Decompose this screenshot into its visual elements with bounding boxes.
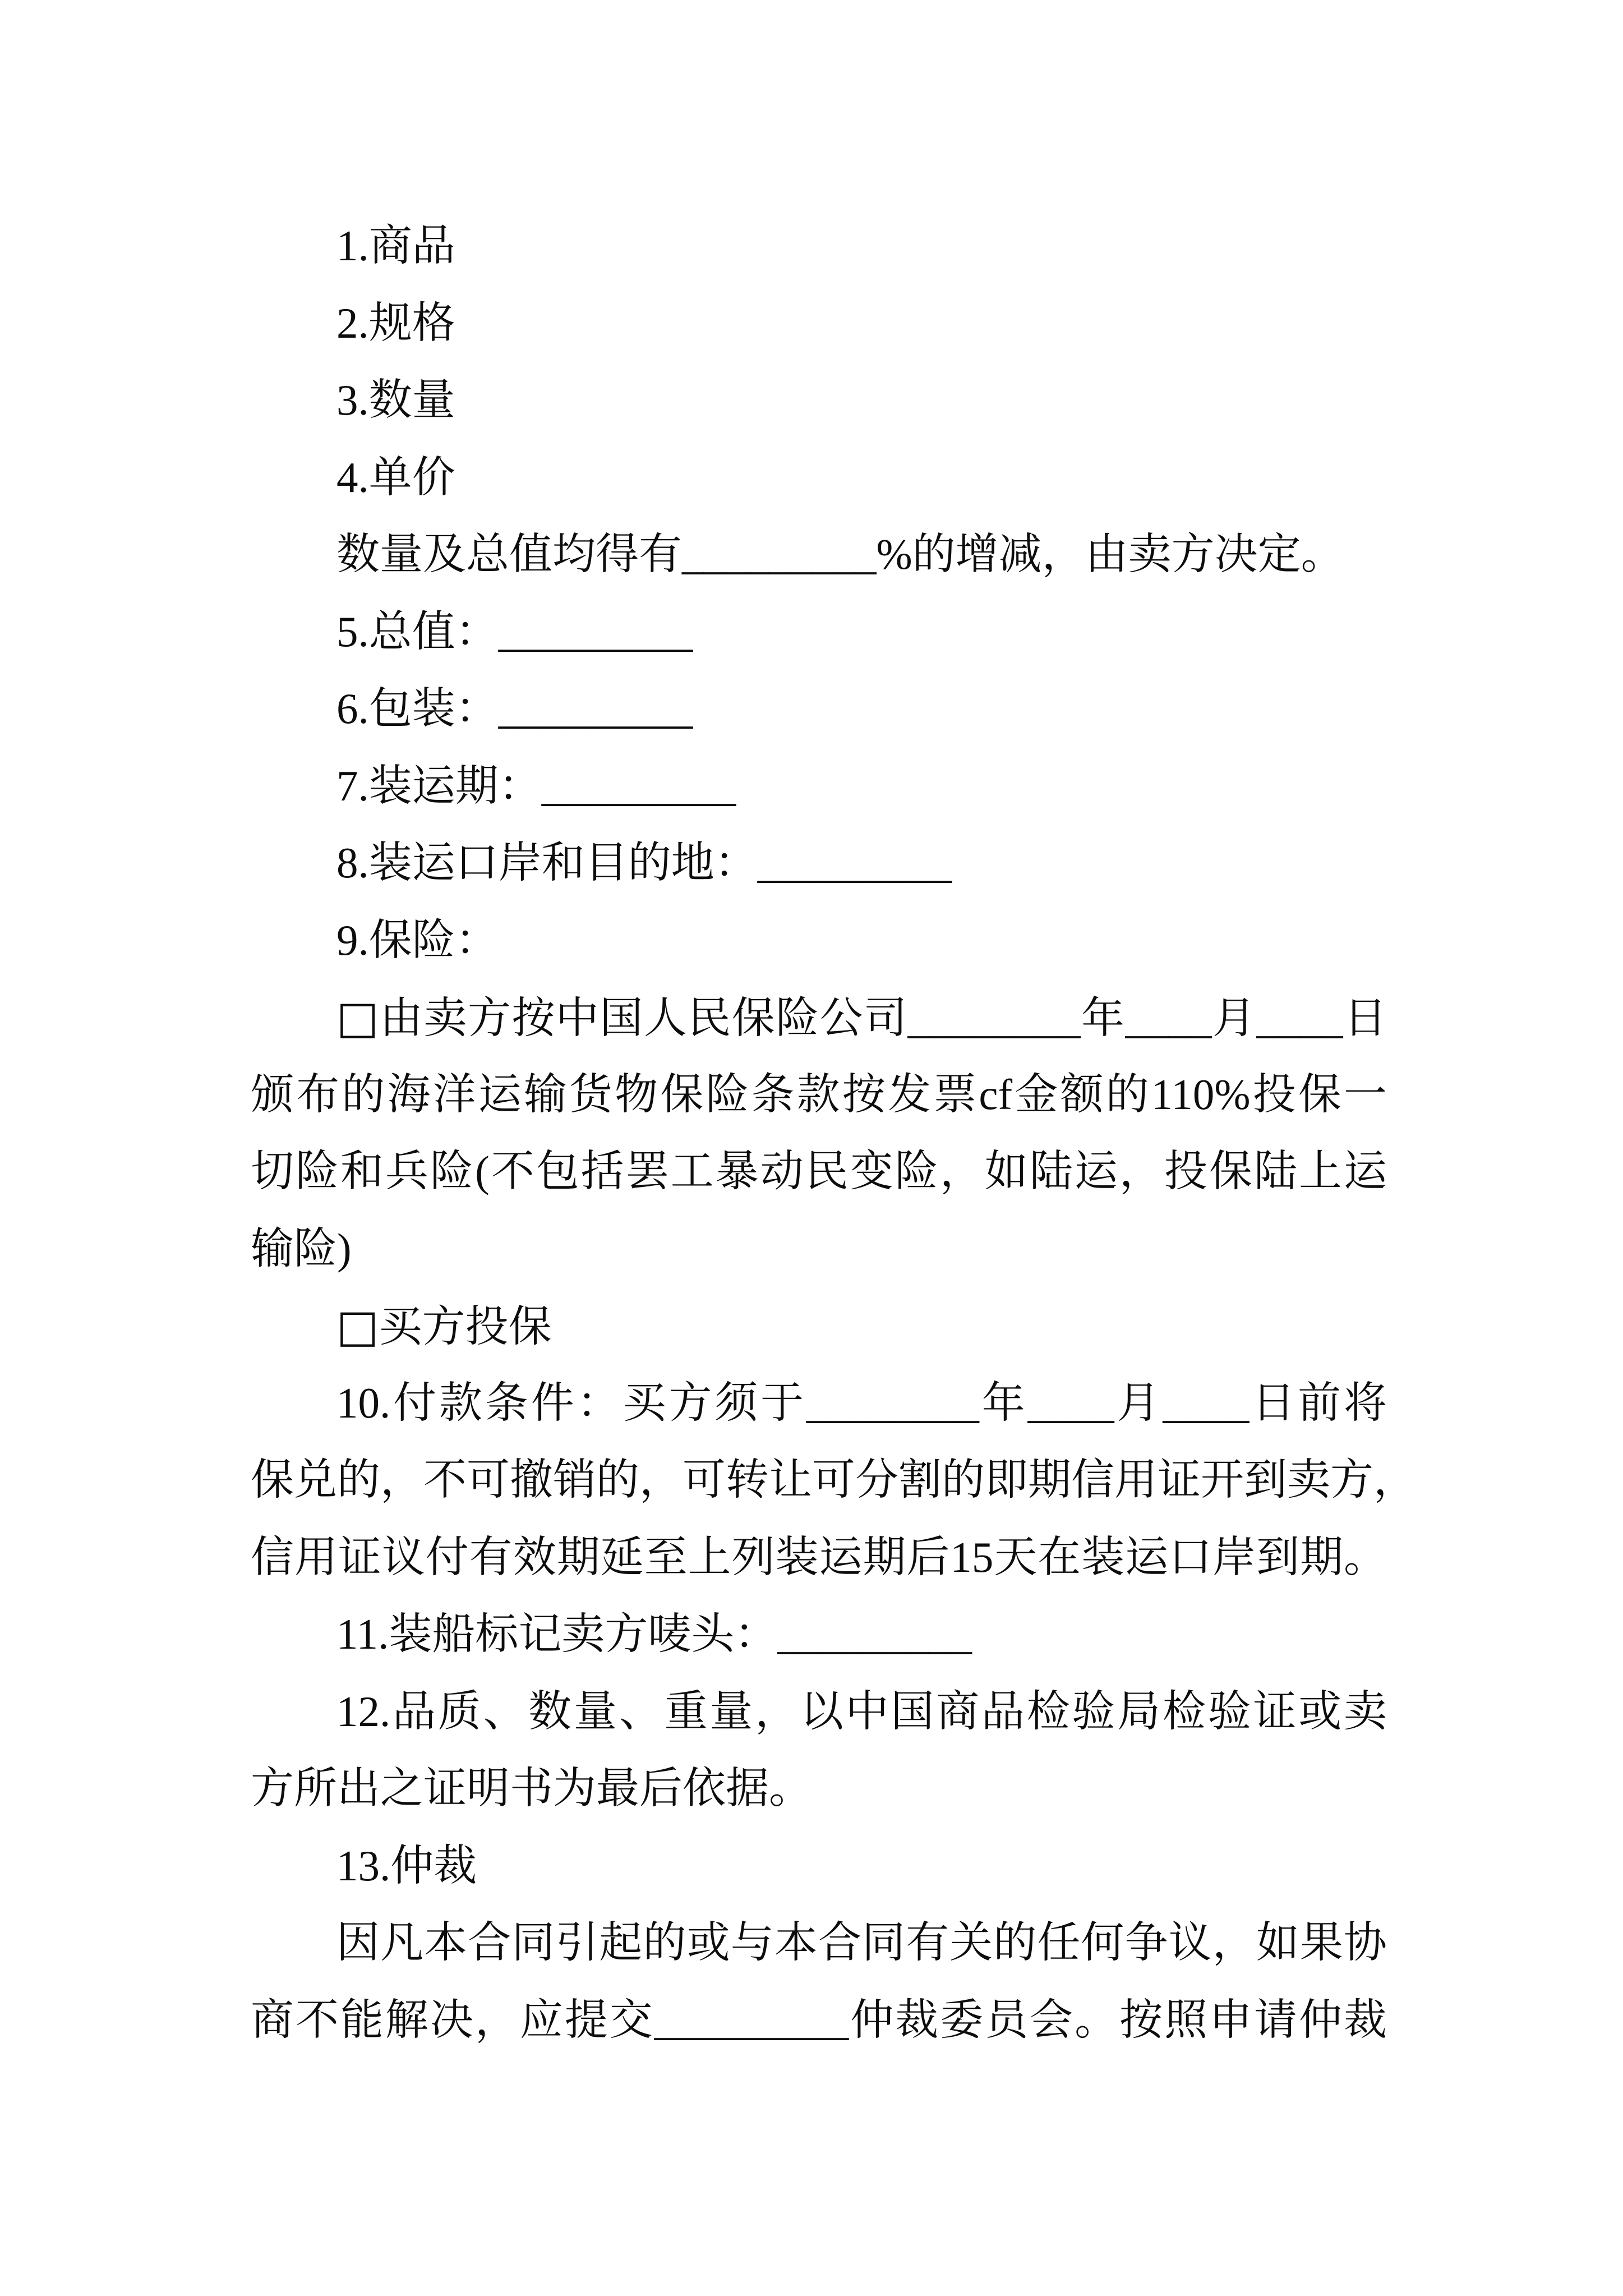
checkbox-icon: □ (336, 991, 380, 1043)
insurance-option-seller (251, 979, 1387, 1056)
insurance-option-seller-text: 由卖方按中国人民保险公司________年____月____日 (380, 994, 1387, 1042)
clause-1-goods: 1.商品 (336, 222, 455, 270)
payment-terms-line-2: 保兑的，不可撤销的，可转让可分割的即期信用证开到卖方， (251, 1456, 1417, 1504)
insurance-option-seller-line-3: 切险和兵险(不包括罢工暴动民变险，如陆运，投保陆上运 (251, 1147, 1387, 1195)
inspection-line-2: 方所出之证明书为最后依据。 (251, 1764, 812, 1812)
contract-body (251, 208, 1417, 2059)
clause-5-total-value: 5.总值：_________ (336, 607, 693, 656)
payment-terms-line-3: 信用证议付有效期延至上列装运期后15天在装运口岸到期。 (251, 1533, 1387, 1581)
clause-12-inspection: 12.品质、数量、重量，以中国商品检验局检验证或卖 (336, 1687, 1387, 1736)
quantity-tolerance-text: 数量及总值均得有_________%的增减，由卖方决定。 (336, 530, 1344, 578)
clause-10-payment-terms: 10.付款条件：买方须于________年____月____日前将 (336, 1378, 1387, 1427)
clause-7-shipment-period: 7.装运期：_________ (336, 761, 736, 810)
clause-2-specification: 2.规格 (336, 298, 455, 347)
insurance-option-seller-line-2: 颁布的海洋运输货物保险条款按发票cf金额的110%投保一 (251, 1070, 1387, 1119)
arbitration-text-line-2: 商不能解决，应提交_________仲裁委员会。按照申请仲裁 (251, 1995, 1387, 2044)
arbitration-text: 因凡本合同引起的或与本合同有关的任何争议，如果协 (336, 1918, 1387, 1967)
checkbox-icon: □ (336, 1300, 379, 1352)
clause-6-packing: 6.包装：_________ (336, 684, 693, 733)
clause-13-arbitration: 13.仲裁 (336, 1841, 477, 1890)
insurance-option-buyer (251, 1287, 1387, 1365)
clause-11-shipping-marks: 11.装船标记卖方唛头：_________ (336, 1610, 972, 1658)
clause-3-quantity: 3.数量 (336, 376, 455, 424)
clause-4-unit-price: 4.单价 (336, 453, 455, 501)
insurance-option-seller-line-4: 输险) (251, 1224, 352, 1273)
clause-9-insurance: 9.保险： (336, 915, 499, 964)
insurance-option-buyer-text: 买方投保 (379, 1303, 552, 1351)
clause-8-port-and-destination: 8.装运口岸和目的地：_________ (336, 839, 952, 887)
